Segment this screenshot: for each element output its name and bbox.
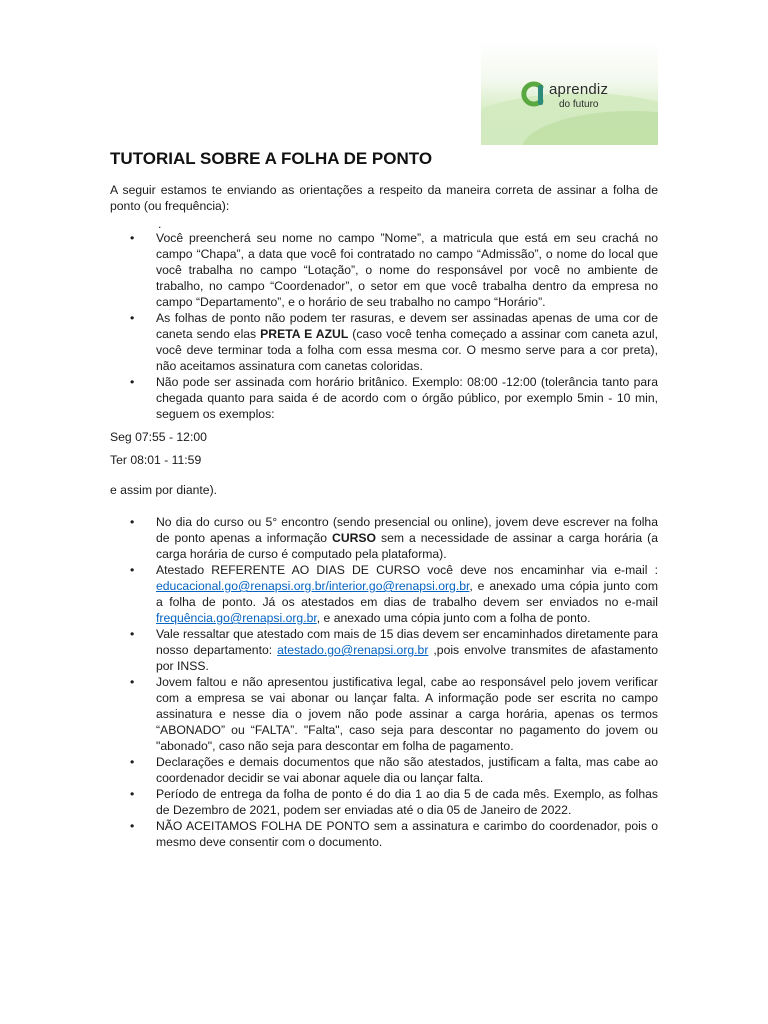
intro-paragraph: A seguir estamos te enviando as orientações a respeito da maneira correta de assinar a folha de ponto (ou frequência): xyxy=(110,183,658,213)
list-item-text: ,pois envolve transmites de afastamento por INSS. xyxy=(156,643,658,673)
bullet-icon: • xyxy=(130,311,135,325)
bullet-icon: • xyxy=(130,819,135,833)
list-item-text: , e anexado uma cópia junto com a folha de ponto. Já os atestados em dias de trabalho devem ser enviados no e-mail xyxy=(156,579,658,609)
list-item xyxy=(130,374,658,422)
list-item-text: Não pode ser assinada com horário britânico. Exemplo: 08:00 -12:00 (tolerância tanto para chegada quanto para saida é de acordo com o órgão público, por exemplo 5min - 10 min, seguem os exemplos: xyxy=(156,375,658,421)
bullet-icon: • xyxy=(130,563,135,577)
list-item xyxy=(130,514,658,562)
bullet-icon: • xyxy=(130,231,135,245)
emphasis-text: CURSO xyxy=(332,531,377,545)
list-item-text: Período de entrega da folha de ponto é do dia 1 ao dia 5 de cada mês. Exemplo, as folhas de Dezembro de 2021, podem ser enviadas até o dia 05 de Janeiro de 2022. xyxy=(156,787,658,817)
list-item-text: sem a necessidade de assinar a carga horária (a carga horária de curso é computado pela plataforma). xyxy=(156,531,658,561)
email-link-frequencia[interactable]: frequência.go@renapsi.org.br xyxy=(156,611,317,625)
list-item xyxy=(130,230,658,310)
bullet-icon: • xyxy=(130,675,135,689)
example-line: Ter 08:01 - 11:59 xyxy=(110,453,202,467)
list-item-text: , e anexado uma cópia junto com a folha de ponto. xyxy=(316,611,591,625)
list-item-text: Declarações e demais documentos que não são atestados, justificam a falta, mas cabe ao coordenador decidir se vai abonar aquele dia ou lançar falta. xyxy=(156,755,658,785)
bullet-icon: • xyxy=(130,515,135,529)
list-item-text: Jovem faltou e não apresentou justificativa legal, cabe ao responsável pelo jovem verificar com a empresa se vai abonar ou lançar falta. A informação pode ser escrita no campo assinatura e nesse dia o jovem não pode assinar a carga horária, apenas os termos “ABONADO” ou “FALTA”. "Falta", caso seja para descontar no pagamento do jovem ou "abonado", caso não seja para descontar em folha de pagamento. xyxy=(156,675,658,753)
aprendiz-logo xyxy=(481,41,658,145)
list-item xyxy=(130,626,658,674)
example-line: Seg 07:55 - 12:00 xyxy=(110,430,207,444)
guidelines-list-2 xyxy=(110,514,658,850)
logo-word-do-futuro: do futuro xyxy=(559,99,599,110)
list-item xyxy=(130,754,658,786)
list-item xyxy=(130,786,658,818)
email-link-educacional[interactable]: educacional.go@renapsi.org.br/interior.go@renapsi.org.br xyxy=(156,579,470,593)
emphasis-text: PRETA E AZUL xyxy=(260,327,349,341)
bullet-icon: • xyxy=(130,787,135,801)
stray-dot: . xyxy=(158,217,162,231)
bullet-icon: • xyxy=(130,375,135,389)
list-item-text: Você preencherá seu nome no campo ”Nome”, a matricula que está em seu crachá no campo “Chapa”, a data que você foi contratado no campo “Admissão”, o nome do local que você trabalha no campo “Lotação”, o nome do responsável por você no ambiente de trabalho, no campo “Coordenador”, o setor em que você trabalha dentro da empresa no campo “Departamento”, e o horário de seu trabalho no campo “Horário”. xyxy=(156,231,658,309)
list-item-text: NÃO ACEITAMOS FOLHA DE PONTO sem a assinatura e carimbo do coordenador, pois o mesmo deve consentir com o documento. xyxy=(156,819,658,849)
document-body xyxy=(110,148,658,850)
page-title: TUTORIAL SOBRE A FOLHA DE PONTO xyxy=(110,149,433,168)
list-item-text: No dia do curso ou 5° encontro (sendo presencial ou online), jovem deve escrever na folha de ponto apenas a informação xyxy=(156,515,658,545)
list-item-text: (caso você tenha começado a assinar com caneta azul, você deve terminar toda a folha com essa mesma cor. O mesmo serve para a cor preta), não aceitamos assinatura com canetas coloridas. xyxy=(156,327,658,373)
list-item xyxy=(130,674,658,754)
bullet-icon: • xyxy=(130,755,135,769)
list-item xyxy=(130,818,658,850)
bullet-icon: • xyxy=(130,627,135,641)
guidelines-list-1 xyxy=(110,230,658,422)
list-item xyxy=(130,562,658,626)
list-item-text: Vale ressaltar que atestado com mais de 15 dias devem ser encaminhados diretamente para nosso departamento: xyxy=(156,627,658,657)
email-link-atestado[interactable]: atestado.go@renapsi.org.br xyxy=(277,643,429,657)
logo-a-icon xyxy=(517,79,547,109)
list-item xyxy=(130,310,658,374)
logo-word-aprendiz: aprendiz xyxy=(549,81,609,98)
examples-end: e assim por diante). xyxy=(110,483,218,497)
list-item-text: As folhas de ponto não podem ter rasuras, e devem ser assinadas apenas de uma cor de caneta sendo elas xyxy=(156,311,658,341)
list-item-text: Atestado REFERENTE AO DIAS DE CURSO você deve nos encaminhar via e-mail : xyxy=(156,563,658,577)
